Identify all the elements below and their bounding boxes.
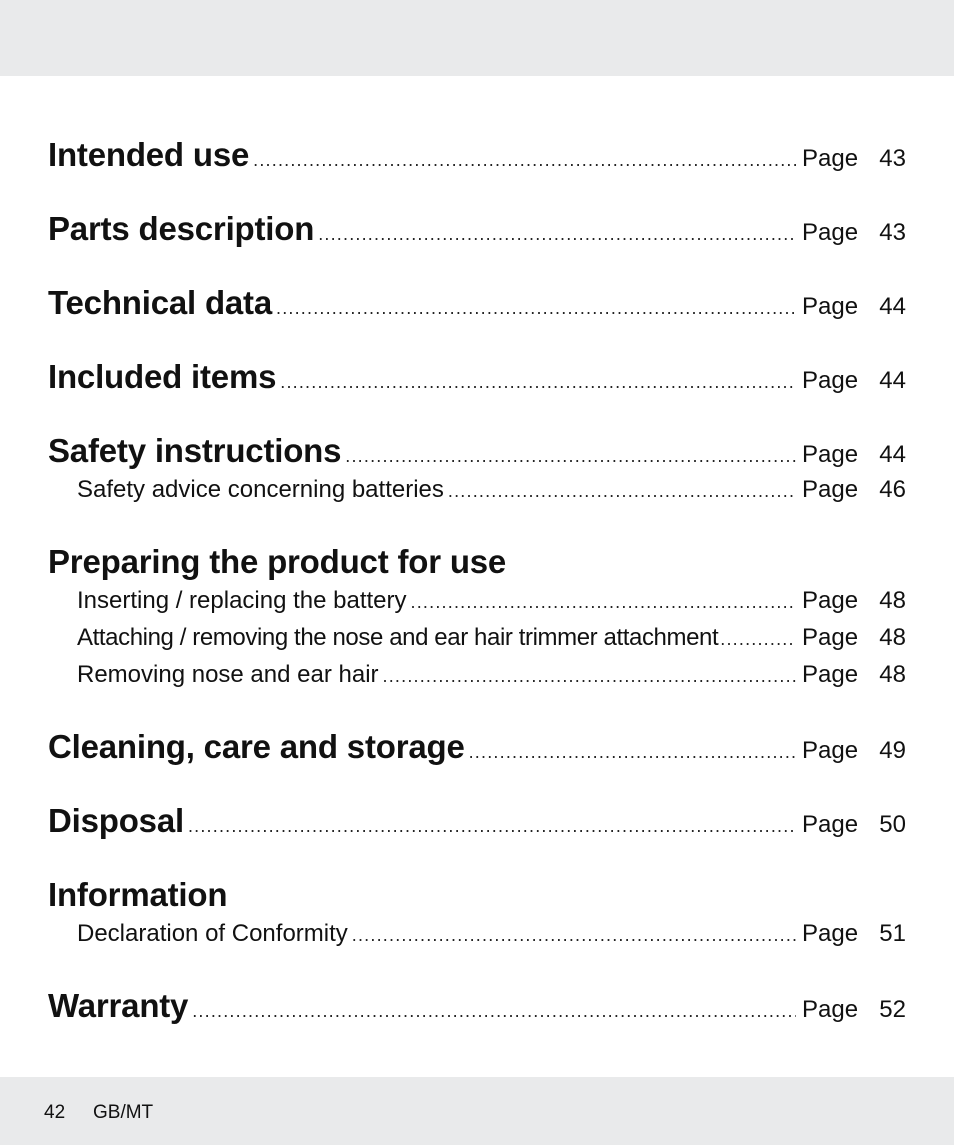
toc-subtitle: Attaching / removing the nose and ear hair trimmer attachment	[77, 624, 719, 651]
toc-subtitle: Declaration of Conformity	[77, 920, 348, 947]
toc-title: Preparing the product for use	[48, 543, 507, 580]
page-label: Page	[802, 920, 859, 947]
dot-leader	[448, 481, 796, 502]
toc-title: Parts description	[48, 210, 315, 247]
header-band	[0, 0, 954, 76]
page-number: 44	[879, 441, 906, 468]
toc-subentry-declaration[interactable]	[77, 920, 906, 948]
page-label: Page	[802, 624, 859, 651]
toc-entry-technical-data[interactable]	[48, 284, 906, 322]
page-number: 44	[879, 293, 906, 320]
page-label: Page	[802, 587, 859, 614]
toc-title: Safety instructions	[48, 432, 342, 469]
dot-leader	[383, 666, 796, 687]
dot-leader	[188, 816, 796, 837]
dot-leader	[253, 150, 796, 171]
page-label: Page	[802, 219, 859, 246]
toc-title: Disposal	[48, 802, 184, 839]
toc-entry-intended-use[interactable]	[48, 136, 906, 174]
toc-subentry-inserting-battery[interactable]	[77, 587, 906, 615]
dot-leader	[192, 1001, 796, 1022]
page-number: 50	[879, 811, 906, 838]
toc-subtitle: Safety advice concerning batteries	[77, 476, 444, 503]
dot-leader	[280, 372, 796, 393]
page-number: 48	[879, 661, 906, 688]
toc-subtitle: Removing nose and ear hair	[77, 661, 379, 688]
page-label: Page	[802, 367, 859, 394]
page-label: Page	[802, 145, 859, 172]
page-number: 44	[879, 367, 906, 394]
page-number: 51	[879, 920, 906, 947]
toc-title: Information	[48, 876, 228, 913]
toc-entry-warranty[interactable]	[48, 987, 906, 1025]
dot-leader	[318, 224, 796, 245]
toc-heading-preparing[interactable]	[48, 543, 906, 581]
toc-subentry-attaching-trimmer[interactable]	[77, 624, 906, 652]
toc-subentry-safety-batteries[interactable]	[77, 476, 906, 504]
page-label: Page	[802, 441, 859, 468]
toc-entry-parts-description[interactable]	[48, 210, 906, 248]
toc-title: Cleaning, care and storage	[48, 728, 465, 765]
page-label: Page	[802, 737, 859, 764]
toc-entry-included-items[interactable]	[48, 358, 906, 396]
footer-page-number: 42	[44, 1102, 66, 1123]
toc-heading-information[interactable]	[48, 876, 906, 914]
toc-title: Intended use	[48, 136, 250, 173]
page-number: 48	[879, 624, 906, 651]
toc-subentry-removing-hair[interactable]	[77, 661, 906, 689]
page-label: Page	[802, 661, 859, 688]
page-number: 48	[879, 587, 906, 614]
toc-entry-cleaning[interactable]	[48, 728, 906, 766]
dot-leader	[469, 742, 796, 763]
page-label: Page	[802, 293, 859, 320]
page-number: 43	[879, 219, 906, 246]
toc-title: Included items	[48, 358, 277, 395]
dot-leader	[276, 298, 796, 319]
page-label: Page	[802, 476, 859, 503]
dot-leader	[345, 446, 796, 467]
page-label: Page	[802, 811, 859, 838]
page-number: 52	[879, 996, 906, 1023]
footer-language: GB/MT	[93, 1102, 154, 1123]
page-label: Page	[802, 996, 859, 1023]
dot-leader	[352, 925, 796, 946]
page-number: 46	[879, 476, 906, 503]
toc-entry-safety-instructions[interactable]	[48, 432, 906, 470]
toc-title: Technical data	[48, 284, 272, 321]
page-number: 43	[879, 145, 906, 172]
dot-leader	[720, 629, 796, 650]
toc-title: Warranty	[48, 987, 189, 1024]
toc-entry-disposal[interactable]	[48, 802, 906, 840]
page-number: 49	[879, 737, 906, 764]
toc-subtitle: Inserting / replacing the battery	[77, 587, 407, 614]
dot-leader	[411, 592, 796, 613]
